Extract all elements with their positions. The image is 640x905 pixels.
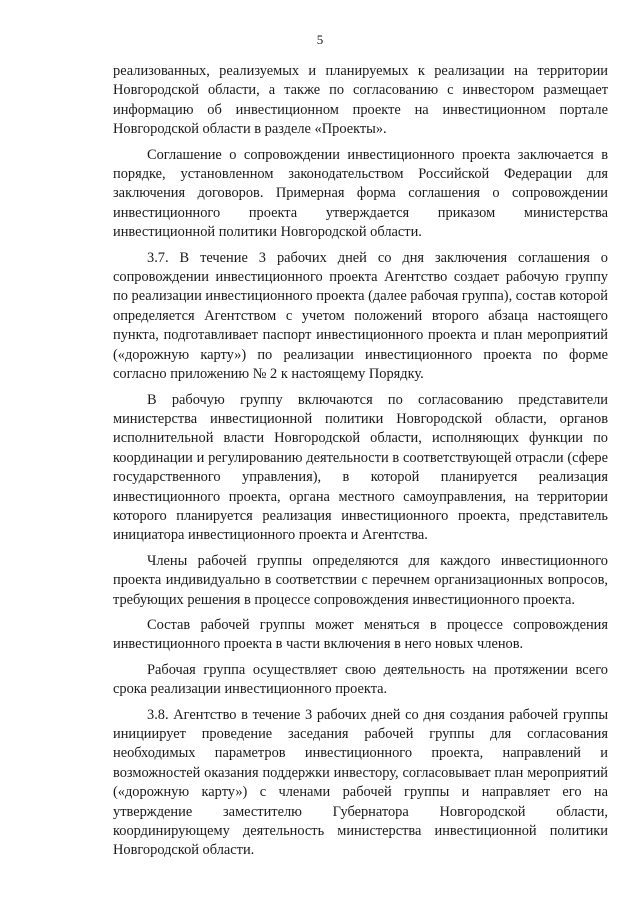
page-number: 5 bbox=[316, 32, 324, 47]
paragraph-3-7: 3.7. В течение 3 рабочих дней со дня заключения соглашения о сопровождении инвестиционного проекта Агентство создает рабочую группу по реализации инвестиционного проекта (далее рабочая группа), состав которой определяется Агентством с учетом положений второго абзаца настоящего пункта, подготавливает паспорт инвестиционного проекта и план мероприятий («дорожную карту») по реализации инвестиционного проекта по форме согласно приложению № 2 к настоящему Порядку. bbox=[113, 249, 608, 383]
paragraph-3-8: 3.8. Агентство в течение 3 рабочих дней со дня создания рабочей группы инициирует проведение заседания рабочей группы для согласования необходимых параметров инвестиционного проекта, направлений и возможностей оказания поддержки инвестору, согласовывает план мероприятий («дорожную карту») с членами рабочей группы и направляет его на утверждение заместителю Губернатора Новгородской области, координирующему деятельность министерства инвестиционной политики Новгородской области. bbox=[113, 706, 608, 859]
document-body bbox=[113, 62, 608, 865]
paragraph-5: Члены рабочей группы определяются для каждого инвестиционного проекта индивидуально в соответствии с перечнем организационных вопросов, требующих решения в процессе сопровождения инвестиционного проекта. bbox=[113, 552, 608, 608]
paragraph-6: Состав рабочей группы может меняться в процессе сопровождения инвестиционного проекта в части включения в него новых членов. bbox=[113, 616, 608, 653]
paragraph-1: реализованных, реализуемых и планируемых к реализации на территории Новгородской области, а также по согласованию с инвестором размещает информацию об инвестиционном проекте на инвестиционном портале Новгородской области в разделе «Проекты». bbox=[113, 63, 608, 138]
paragraph-7: Рабочая группа осуществляет свою деятельность на протяжении всего срока реализации инвестиционного проекта. bbox=[113, 661, 608, 698]
paragraph-4: В рабочую группу включаются по согласованию представители министерства инвестиционной политики Новгородской области, органов исполнительной власти Новгородской области, исполняющих функции по координации и регулированию деятельности в соответствующей отрасли (сфере государственного управления), в которой планируется реализация инвестиционного проекта, органа местного самоуправления, на территории которого планируется реализация инвестиционного проекта, представитель инициатора инвестиционного проекта и Агентства. bbox=[113, 391, 608, 544]
paragraph-2: Соглашение о сопровождении инвестиционного проекта заключается в порядке, установленном законодательством Российской Федерации для заключения договоров. Примерная форма соглашения о сопровождении инвестиционного проекта утверждается приказом министерства инвестиционной политики Новгородской области. bbox=[113, 146, 608, 241]
